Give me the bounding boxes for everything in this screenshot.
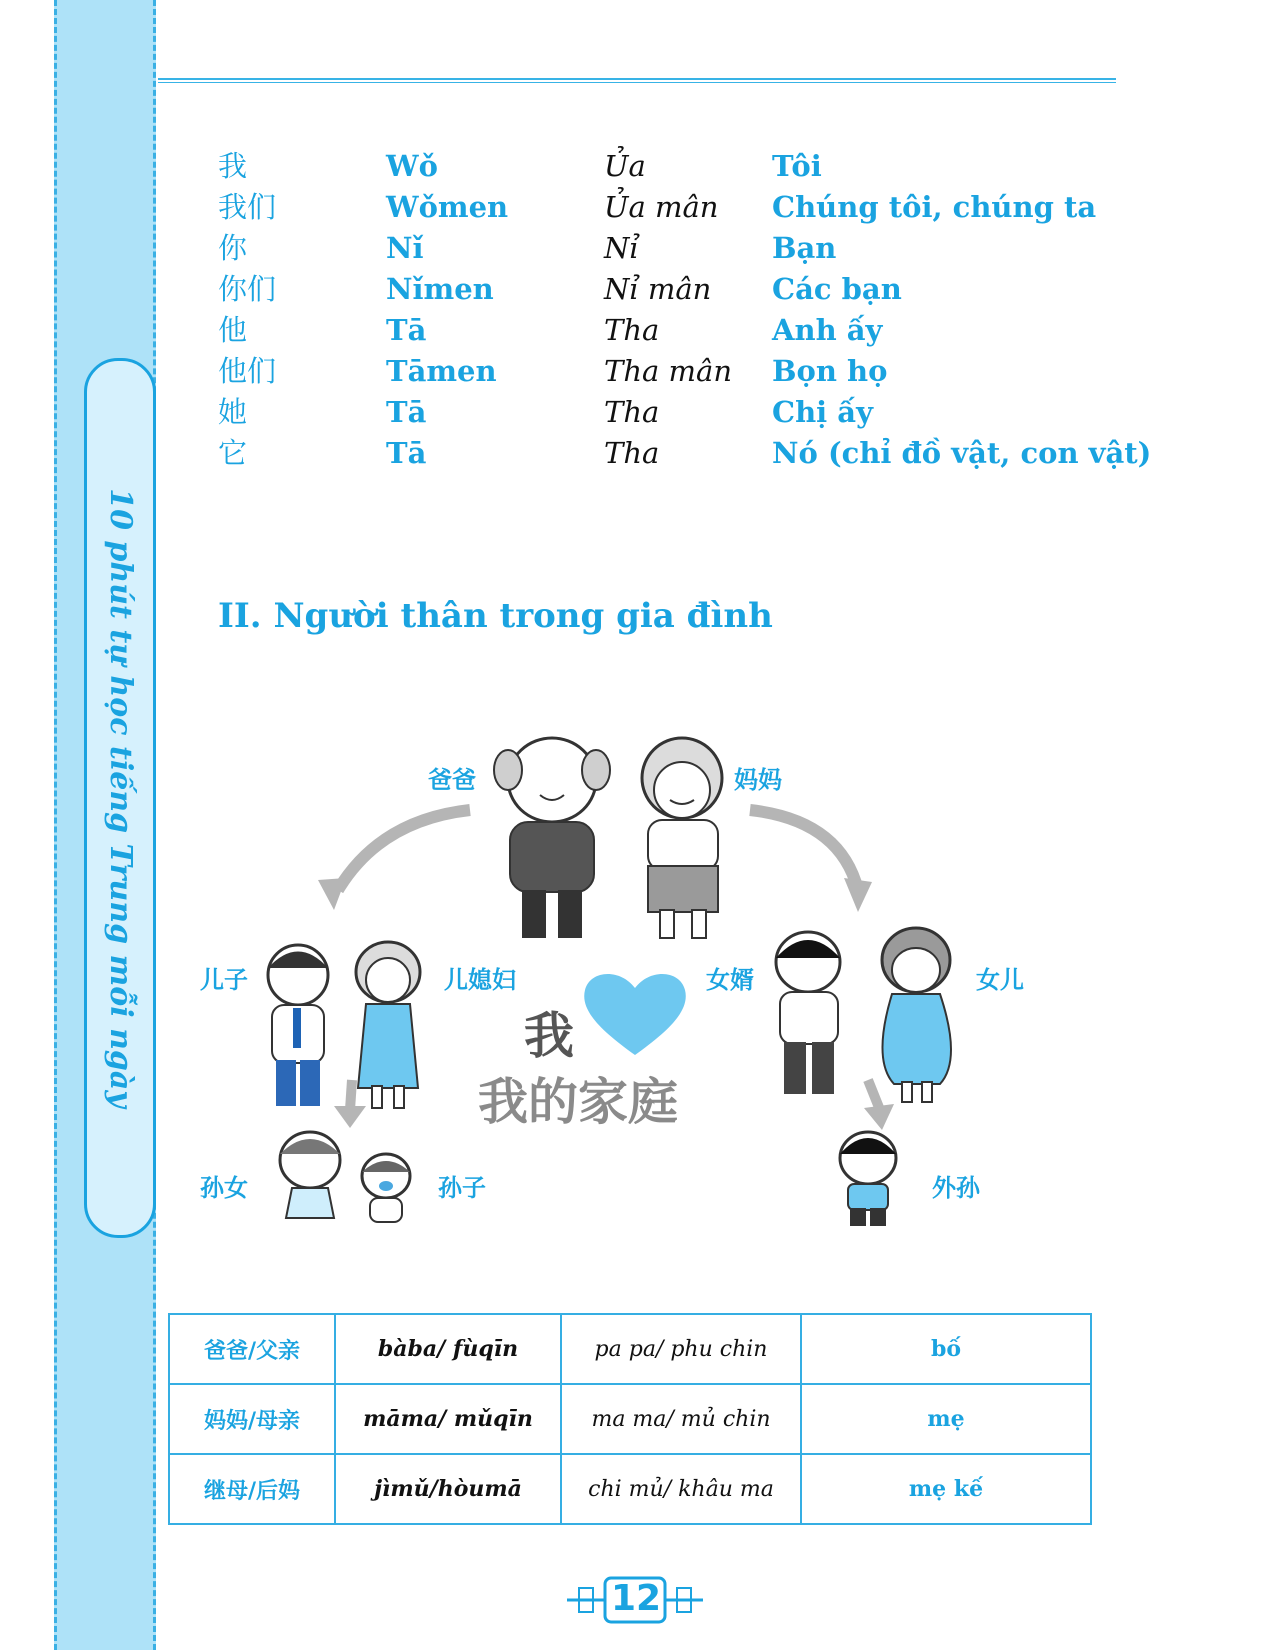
pronoun-hanzi: 他们 xyxy=(218,354,277,388)
pronoun-meaning: Bạn xyxy=(772,231,837,265)
pronoun-pinyin: Wǒ xyxy=(386,149,438,183)
center-caption-top: 我 xyxy=(524,1007,574,1065)
pronoun-meaning: Nó (chỉ đồ vật, con vật) xyxy=(772,436,1152,470)
pronoun-pinyin: Nǐmen xyxy=(386,272,494,306)
pronoun-pinyin: Wǒmen xyxy=(386,190,509,224)
header-rule-thin xyxy=(158,82,1116,83)
pronoun-meaning: Chúng tôi, chúng ta xyxy=(772,190,1097,224)
pronoun-hanzi: 你 xyxy=(218,231,248,265)
pronoun-row xyxy=(218,433,1152,474)
pronoun-row xyxy=(218,351,1102,392)
pronoun-hanzi: 她 xyxy=(218,395,248,429)
pronoun-row xyxy=(218,228,1102,269)
grandfather-figure xyxy=(494,738,610,938)
son-figure xyxy=(268,945,328,1106)
vocab-pinyin: māma/ mǔqīn xyxy=(335,1384,561,1454)
pronoun-meaning: Tôi xyxy=(772,149,822,183)
label-grandfather: 爸爸 xyxy=(428,766,476,794)
pronoun-reading: Ủa xyxy=(604,149,646,183)
pronoun-reading: Ủa mân xyxy=(604,190,719,224)
table-row xyxy=(169,1454,1091,1524)
vocab-hanzi: 继母/后妈 xyxy=(169,1454,335,1524)
arrow-down-left-icon xyxy=(334,1080,366,1128)
grandmother-figure xyxy=(642,738,722,938)
pronoun-hanzi: 我 xyxy=(218,149,248,183)
vocab-meaning: mẹ kế xyxy=(801,1454,1091,1524)
label-daughter: 女儿 xyxy=(976,966,1024,994)
center-caption-bottom: 我的家庭 xyxy=(478,1073,678,1131)
pronoun-hanzi: 我们 xyxy=(218,190,277,224)
pronoun-hanzi: 你们 xyxy=(218,272,277,306)
daughters-son-figure xyxy=(840,1132,896,1226)
vocab-meaning: mẹ xyxy=(801,1384,1091,1454)
label-son: 儿子 xyxy=(200,966,248,994)
pronoun-reading: Tha xyxy=(604,313,660,347)
daughter-in-law-figure xyxy=(356,942,420,1108)
pronoun-reading: Tha mân xyxy=(604,354,732,388)
label-daughter-in-law: 儿媳妇 xyxy=(444,966,516,994)
label-granddaughter: 孙女 xyxy=(200,1174,248,1202)
table-row xyxy=(169,1314,1091,1384)
pronoun-row xyxy=(218,310,1102,351)
vocab-table xyxy=(168,1313,1092,1525)
label-son-in-law: 女婿 xyxy=(706,966,754,994)
pronoun-meaning: Chị ấy xyxy=(772,395,873,429)
pronoun-reading: Tha xyxy=(604,395,660,429)
vocab-pinyin: jìmǔ/hòumā xyxy=(335,1454,561,1524)
grandson-figure xyxy=(362,1154,410,1222)
vocab-reading: chi mủ/ khâu ma xyxy=(561,1454,801,1524)
vocab-reading: ma ma/ mủ chin xyxy=(561,1384,801,1454)
pronoun-meaning: Bọn họ xyxy=(772,354,888,388)
pronoun-row xyxy=(218,269,1102,310)
section-title: II. Người thân trong gia đình xyxy=(218,596,773,636)
granddaughter-figure xyxy=(280,1132,340,1218)
son-in-law-figure xyxy=(776,932,840,1094)
vocab-hanzi: 妈妈/母亲 xyxy=(169,1384,335,1454)
vocab-meaning: bố xyxy=(801,1314,1091,1384)
table-row xyxy=(169,1384,1091,1454)
label-daughters-son: 外孙 xyxy=(932,1174,980,1202)
page-number: 12 xyxy=(610,1578,662,1619)
sidebar-title: 10 phút tự học tiếng Trung mỗi ngày xyxy=(103,488,138,1108)
pronoun-pinyin: Tā xyxy=(386,313,427,347)
label-grandson: 孙子 xyxy=(438,1174,486,1202)
pronoun-reading: Nỉ xyxy=(604,231,639,265)
daughter-figure xyxy=(882,928,951,1102)
heart-icon xyxy=(584,974,686,1055)
arrow-right-icon xyxy=(750,810,872,912)
pronoun-meaning: Các bạn xyxy=(772,272,902,306)
pronoun-row xyxy=(218,392,1102,433)
arrow-down-right-icon xyxy=(864,1080,894,1130)
vocab-reading: pa pa/ phu chin xyxy=(561,1314,801,1384)
pronoun-row xyxy=(218,187,1102,228)
arrow-left-icon xyxy=(318,810,470,910)
header-rule xyxy=(158,78,1116,80)
pronoun-pinyin: Tāmen xyxy=(386,354,497,388)
pronoun-pinyin: Tā xyxy=(386,436,427,470)
vocab-hanzi: 爸爸/父亲 xyxy=(169,1314,335,1384)
pronoun-meaning: Anh ấy xyxy=(772,313,883,347)
pronoun-reading: Tha xyxy=(604,436,660,470)
pronoun-pinyin: Tā xyxy=(386,395,427,429)
label-grandmother: 妈妈 xyxy=(734,766,782,794)
pronoun-row xyxy=(218,146,1102,187)
pronoun-hanzi: 他 xyxy=(218,313,248,347)
pronoun-pinyin: Nǐ xyxy=(386,231,424,265)
pronoun-hanzi: 它 xyxy=(218,436,248,470)
pronoun-reading: Nỉ mân xyxy=(604,272,712,306)
pronoun-list xyxy=(218,146,1152,474)
vocab-pinyin: bàba/ fùqīn xyxy=(335,1314,561,1384)
